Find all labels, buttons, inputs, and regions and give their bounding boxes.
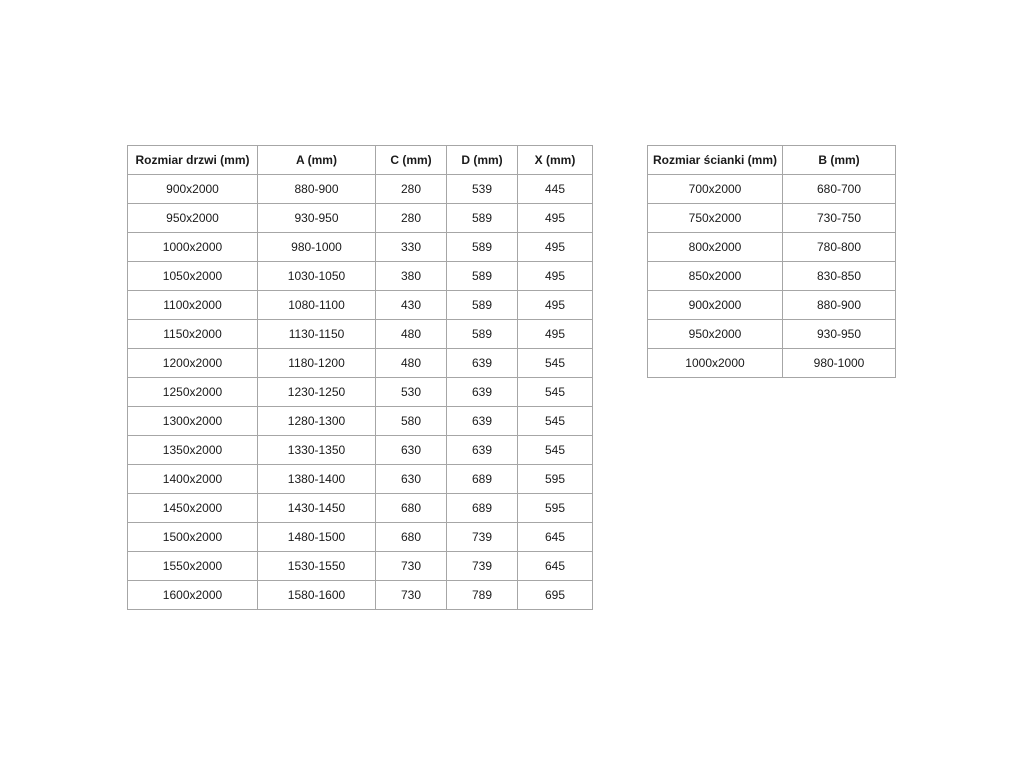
- table-cell: 589: [447, 320, 518, 349]
- table-cell: 680-700: [783, 175, 896, 204]
- table-cell: 1580-1600: [258, 581, 376, 610]
- table-row: [128, 465, 593, 494]
- table-cell: 1100x2000: [128, 291, 258, 320]
- table-cell: 495: [518, 204, 593, 233]
- table-cell: 645: [518, 523, 593, 552]
- table-cell: 480: [376, 349, 447, 378]
- table-row: [128, 262, 593, 291]
- table-cell: 1280-1300: [258, 407, 376, 436]
- table-cell: 880-900: [258, 175, 376, 204]
- table-cell: 1600x2000: [128, 581, 258, 610]
- table-cell: 1200x2000: [128, 349, 258, 378]
- column-header: Rozmiar ścianki (mm): [648, 146, 783, 175]
- table-cell: 589: [447, 291, 518, 320]
- table-row: [128, 552, 593, 581]
- table-cell: 689: [447, 465, 518, 494]
- table-cell: 380: [376, 262, 447, 291]
- table-cell: 880-900: [783, 291, 896, 320]
- table-row: [128, 349, 593, 378]
- table-cell: 539: [447, 175, 518, 204]
- table-cell: 930-950: [783, 320, 896, 349]
- table-cell: 1150x2000: [128, 320, 258, 349]
- column-header: A (mm): [258, 146, 376, 175]
- table-cell: 630: [376, 436, 447, 465]
- table-cell: 1250x2000: [128, 378, 258, 407]
- table-cell: 1000x2000: [128, 233, 258, 262]
- table-cell: 495: [518, 262, 593, 291]
- table-cell: 545: [518, 378, 593, 407]
- column-header: Rozmiar drzwi (mm): [128, 146, 258, 175]
- table-cell: 930-950: [258, 204, 376, 233]
- table-cell: 739: [447, 552, 518, 581]
- table-cell: 1350x2000: [128, 436, 258, 465]
- table-cell: 1180-1200: [258, 349, 376, 378]
- table-cell: 980-1000: [258, 233, 376, 262]
- table-cell: 495: [518, 233, 593, 262]
- table-cell: 1430-1450: [258, 494, 376, 523]
- table-cell: 530: [376, 378, 447, 407]
- table-cell: 545: [518, 349, 593, 378]
- table-cell: 739: [447, 523, 518, 552]
- table-cell: 950x2000: [648, 320, 783, 349]
- table-row: [128, 407, 593, 436]
- table-cell: 545: [518, 407, 593, 436]
- table-cell: 789: [447, 581, 518, 610]
- table-cell: 639: [447, 378, 518, 407]
- table-cell: 645: [518, 552, 593, 581]
- table-cell: 495: [518, 320, 593, 349]
- table-cell: 1480-1500: [258, 523, 376, 552]
- table-row: [128, 291, 593, 320]
- table-cell: 730: [376, 581, 447, 610]
- table-cell: 1500x2000: [128, 523, 258, 552]
- column-header: B (mm): [783, 146, 896, 175]
- table-cell: 630: [376, 465, 447, 494]
- table-cell: 589: [447, 204, 518, 233]
- table-cell: 1530-1550: [258, 552, 376, 581]
- table-cell: 1550x2000: [128, 552, 258, 581]
- table-row: [128, 523, 593, 552]
- table-cell: 1230-1250: [258, 378, 376, 407]
- table-row: [648, 262, 896, 291]
- table-cell: 280: [376, 204, 447, 233]
- table-cell: 1130-1150: [258, 320, 376, 349]
- table-cell: 595: [518, 465, 593, 494]
- table-cell: 1300x2000: [128, 407, 258, 436]
- table-cell: 900x2000: [128, 175, 258, 204]
- table-row: [128, 233, 593, 262]
- table-cell: 850x2000: [648, 262, 783, 291]
- table-cell: 700x2000: [648, 175, 783, 204]
- table-cell: 1380-1400: [258, 465, 376, 494]
- table-row: [128, 436, 593, 465]
- table-cell: 900x2000: [648, 291, 783, 320]
- table-cell: 689: [447, 494, 518, 523]
- table-cell: 695: [518, 581, 593, 610]
- table-cell: 330: [376, 233, 447, 262]
- table-row: [648, 291, 896, 320]
- table-cell: 680: [376, 523, 447, 552]
- table-header-row: [648, 146, 896, 175]
- table-row: [128, 175, 593, 204]
- table-cell: 730: [376, 552, 447, 581]
- table-cell: 1050x2000: [128, 262, 258, 291]
- table-cell: 750x2000: [648, 204, 783, 233]
- table-cell: 1030-1050: [258, 262, 376, 291]
- table-cell: 639: [447, 349, 518, 378]
- column-header: X (mm): [518, 146, 593, 175]
- door-dimensions-table: [127, 145, 593, 610]
- table-cell: 800x2000: [648, 233, 783, 262]
- table-cell: 639: [447, 436, 518, 465]
- table-cell: 589: [447, 262, 518, 291]
- table-cell: 980-1000: [783, 349, 896, 378]
- table-cell: 445: [518, 175, 593, 204]
- table-cell: 580: [376, 407, 447, 436]
- table-header-row: [128, 146, 593, 175]
- table-row: [648, 175, 896, 204]
- table-cell: 780-800: [783, 233, 896, 262]
- table-cell: 1330-1350: [258, 436, 376, 465]
- column-header: C (mm): [376, 146, 447, 175]
- wall-dimensions-table: [647, 145, 896, 378]
- table-cell: 680: [376, 494, 447, 523]
- table-cell: 639: [447, 407, 518, 436]
- table-row: [648, 349, 896, 378]
- table-row: [648, 320, 896, 349]
- table-cell: 1000x2000: [648, 349, 783, 378]
- column-header: D (mm): [447, 146, 518, 175]
- table-cell: 595: [518, 494, 593, 523]
- table-cell: 430: [376, 291, 447, 320]
- table-row: [648, 204, 896, 233]
- table-cell: 1080-1100: [258, 291, 376, 320]
- table-cell: 480: [376, 320, 447, 349]
- table-cell: 1400x2000: [128, 465, 258, 494]
- table-cell: 1450x2000: [128, 494, 258, 523]
- table-row: [128, 204, 593, 233]
- table-cell: 545: [518, 436, 593, 465]
- table-row: [128, 494, 593, 523]
- table-row: [648, 233, 896, 262]
- table-cell: 495: [518, 291, 593, 320]
- table-cell: 589: [447, 233, 518, 262]
- table-cell: 730-750: [783, 204, 896, 233]
- table-row: [128, 320, 593, 349]
- table-cell: 830-850: [783, 262, 896, 291]
- table-cell: 280: [376, 175, 447, 204]
- table-row: [128, 581, 593, 610]
- table-row: [128, 378, 593, 407]
- table-cell: 950x2000: [128, 204, 258, 233]
